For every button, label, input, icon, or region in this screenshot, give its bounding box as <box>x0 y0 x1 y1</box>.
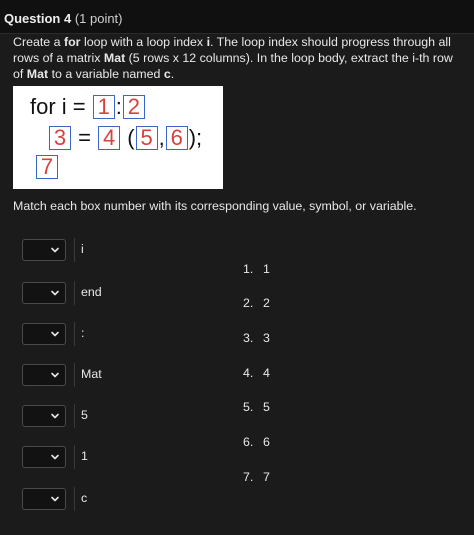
match-select[interactable] <box>22 239 66 261</box>
chevron-down-icon <box>50 411 60 421</box>
code-box-1: 1 <box>93 95 115 119</box>
prompt-text: to a variable named <box>48 67 164 81</box>
answer-item <box>243 262 270 276</box>
code-open-paren: ( <box>127 125 135 150</box>
answer-label: 1 <box>263 262 270 276</box>
answer-item <box>243 331 270 345</box>
chevron-down-icon <box>50 288 60 298</box>
prompt-text: . <box>170 67 175 81</box>
code-box-3: 3 <box>49 126 71 150</box>
answer-number: 5. <box>243 400 254 414</box>
match-term: 5 <box>81 408 88 422</box>
row-divider <box>74 404 75 428</box>
prompt-text: (5 rows x 12 columns). In the loop body, extract the i-th row of <box>13 51 453 81</box>
prompt-text: Create a <box>13 35 64 49</box>
match-term: i <box>81 242 84 256</box>
question-prompt <box>13 34 461 82</box>
row-divider <box>74 445 75 469</box>
answer-label: 6 <box>263 435 270 449</box>
answer-label: 2 <box>263 296 270 310</box>
code-box-4: 4 <box>98 126 120 150</box>
match-select[interactable] <box>22 446 66 468</box>
match-term: 1 <box>81 449 88 463</box>
match-select[interactable] <box>22 364 66 386</box>
code-image <box>13 86 223 189</box>
match-select[interactable] <box>22 488 66 510</box>
match-select[interactable] <box>22 282 66 304</box>
answer-number: 2. <box>243 296 254 310</box>
chevron-down-icon <box>50 370 60 380</box>
question-header <box>0 0 474 34</box>
answer-item <box>243 296 270 310</box>
prompt-bold-mat-2: Mat <box>26 67 49 81</box>
prompt-bold-c: c <box>163 67 171 81</box>
code-box-6: 6 <box>166 126 188 150</box>
match-term: c <box>81 491 88 505</box>
chevron-down-icon <box>50 329 60 339</box>
prompt-bold-mat: Mat <box>103 51 126 65</box>
row-divider <box>74 322 75 346</box>
match-term: end <box>81 285 102 299</box>
answer-item <box>243 366 270 380</box>
row-divider <box>74 281 75 305</box>
row-divider <box>74 238 75 262</box>
code-line-3 <box>35 154 59 180</box>
row-divider <box>74 487 75 511</box>
match-select[interactable] <box>22 405 66 427</box>
row-divider <box>74 363 75 387</box>
question-points: (1 point) <box>74 11 123 26</box>
answer-label: 5 <box>263 400 270 414</box>
code-box-7: 7 <box>36 155 58 179</box>
answer-item <box>243 435 270 449</box>
question-title: Question 4 <box>4 11 72 26</box>
code-box-2: 2 <box>123 95 145 119</box>
prompt-bold-for: for <box>63 35 81 49</box>
answer-label: 7 <box>263 470 270 484</box>
chevron-down-icon <box>50 494 60 504</box>
code-box-5: 5 <box>136 126 158 150</box>
match-term: : <box>81 326 85 340</box>
match-select[interactable] <box>22 323 66 345</box>
answer-number: 1. <box>243 262 254 276</box>
prompt-text: loop with a loop index <box>80 35 207 49</box>
code-line-2 <box>48 125 202 151</box>
chevron-down-icon <box>50 245 60 255</box>
answer-label: 4 <box>263 366 270 380</box>
answer-item <box>243 470 270 484</box>
code-colon: : <box>115 94 122 119</box>
answer-number: 4. <box>243 366 254 380</box>
code-close: ); <box>188 125 203 150</box>
answer-number: 7. <box>243 470 254 484</box>
prompt-text: . The loop index should progress through all rows of a matrix <box>13 35 451 65</box>
answer-number: 6. <box>243 435 254 449</box>
code-for-keyword: for i = <box>30 94 86 119</box>
prompt-bold-i: i <box>206 35 211 49</box>
match-term: Mat <box>81 367 102 381</box>
code-equals: = <box>78 125 91 150</box>
answer-item <box>243 400 270 414</box>
code-line-1 <box>30 94 146 120</box>
answer-label: 3 <box>263 331 270 345</box>
code-comma: , <box>158 125 165 150</box>
chevron-down-icon <box>50 452 60 462</box>
answer-number: 3. <box>243 331 254 345</box>
match-instructions: Match each box number with its corresponding value, symbol, or variable. <box>13 199 417 213</box>
